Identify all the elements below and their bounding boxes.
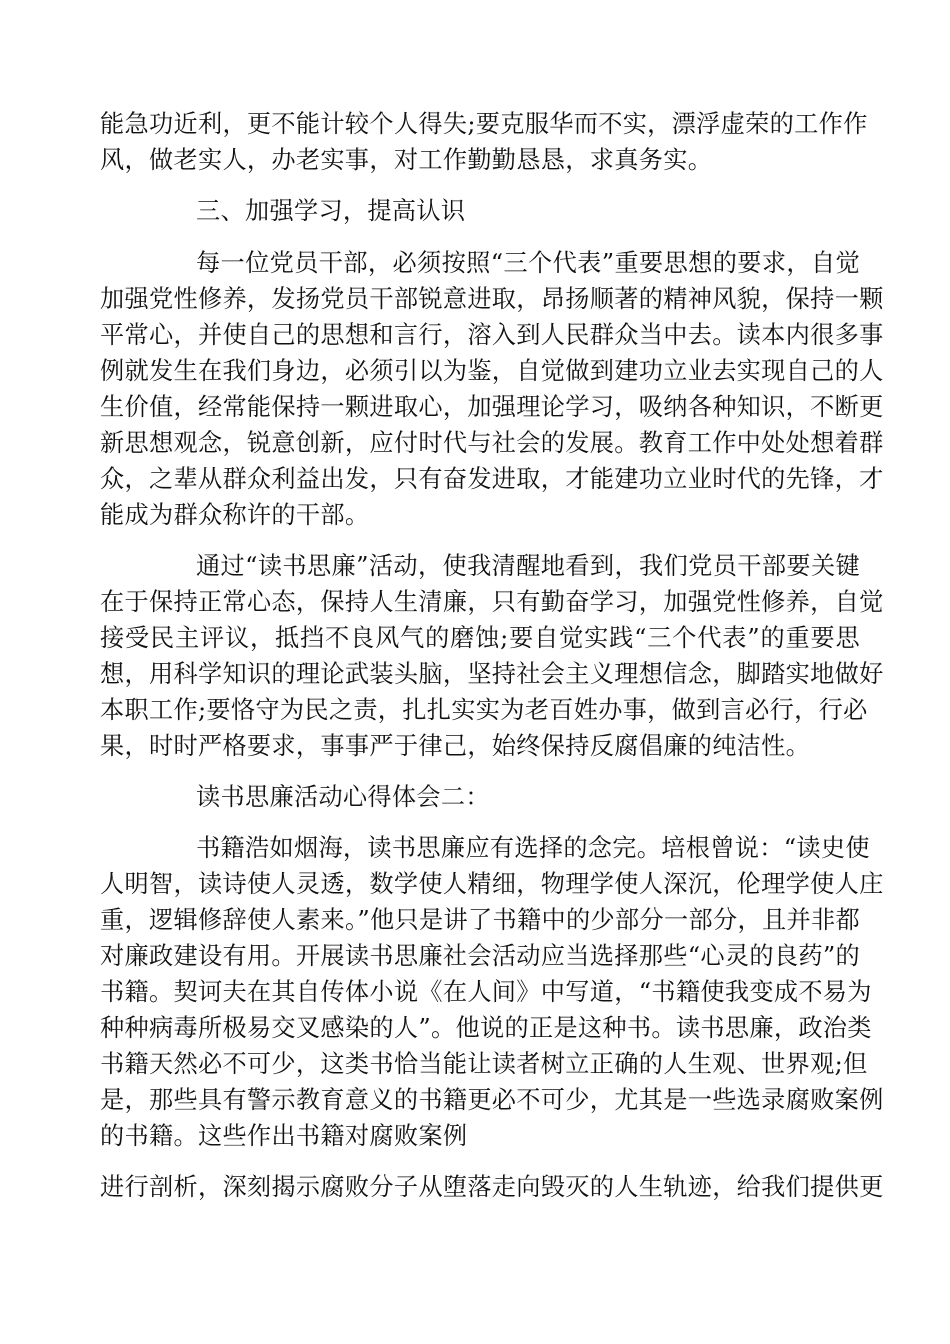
text-line: 平常心，并使自己的思想和言行，溶入到人民群众当中去。读本内很多事 <box>100 321 884 349</box>
text-line: 能急功近利，更不能计较个人得失;要克服华而不实，漂浮虚荣的工作作 <box>100 110 868 138</box>
text-line: 通过“读书思廉”活动，使我清醒地看到，我们党员干部要关键 <box>196 552 860 580</box>
text-line: 加强党性修养，发扬党员干部锐意进取，昂扬顺著的精神风貌，保持一颗 <box>100 285 884 313</box>
text-line: 例就发生在我们身边，必须引以为鉴，自觉做到建功立业去实现自己的人 <box>100 357 884 385</box>
text-line: 种种病毒所极易交叉感染的人”。他说的正是这种书。读书思廉，政治类 <box>100 1014 872 1042</box>
text-line: 新思想观念，锐意创新，应付时代与社会的发展。教育工作中处处想着群 <box>100 429 884 457</box>
section-heading: 三、加强学习，提高认识 <box>196 197 466 225</box>
text-line: 每一位党员干部，必须按照“三个代表”重要思想的要求，自觉 <box>196 249 860 277</box>
text-line: 书籍天然必不可少，这类书恰当能让读者树立正确的人生观、世界观;但 <box>100 1050 868 1078</box>
text-line: 人明智，读诗使人灵透，数学使人精细，物理学使人深沉，伦理学使人庄 <box>100 870 884 898</box>
text-line: 风，做老实人，办老实事，对工作勤勤恳恳，求真务实。 <box>100 146 713 174</box>
text-line: 想，用科学知识的理论武装头脑，坚持社会主义理想信念，脚踏实地做好 <box>100 660 884 688</box>
section-heading: 读书思廉活动心得体会二： <box>196 783 490 811</box>
text-line: 对廉政建设有用。开展读书思廉社会活动应当选择那些“心灵的良药”的 <box>100 942 860 970</box>
text-line: 书籍。契诃夫在其自传体小说《在人间》中写道，“书籍使我变成不易为 <box>100 978 872 1006</box>
text-line: 进行剖析，深刻揭示腐败分子从堕落走向毁灭的人生轨迹，给我们提供更 <box>100 1173 884 1201</box>
text-line: 果，时时严格要求，事事严于律己，始终保持反腐倡廉的纯洁性。 <box>100 732 811 760</box>
text-line: 在于保持正常心态，保持人生清廉，只有勤奋学习，加强党性修养，自觉 <box>100 588 884 616</box>
text-line: 本职工作;要恪守为民之责，扎扎实实为老百姓办事，做到言必行，行必 <box>100 696 868 724</box>
text-line: 众，之辈从群众利益出发，只有奋发进取，才能建功立业时代的先锋，才 <box>100 465 884 493</box>
text-line: 重，逻辑修辞使人素来。”他只是讲了书籍中的少部分一部分，且并非都 <box>100 906 860 934</box>
text-line: 书籍浩如烟海，读书思廉应有选择的念完。培根曾说：“读史使 <box>196 834 870 862</box>
text-line: 能成为群众称许的干部。 <box>100 501 370 529</box>
text-line: 接受民主评议，抵挡不良风气的磨蚀;要自觉实践“三个代表”的重要思 <box>100 624 860 652</box>
text-line: 的书籍。这些作出书籍对腐败案例 <box>100 1122 468 1150</box>
text-line: 生价值，经常能保持一颗进取心，加强理论学习，吸纳各种知识，不断更 <box>100 393 884 421</box>
text-line: 是，那些具有警示教育意义的书籍更必不可少，尤其是一些选录腐败案例 <box>100 1086 884 1114</box>
